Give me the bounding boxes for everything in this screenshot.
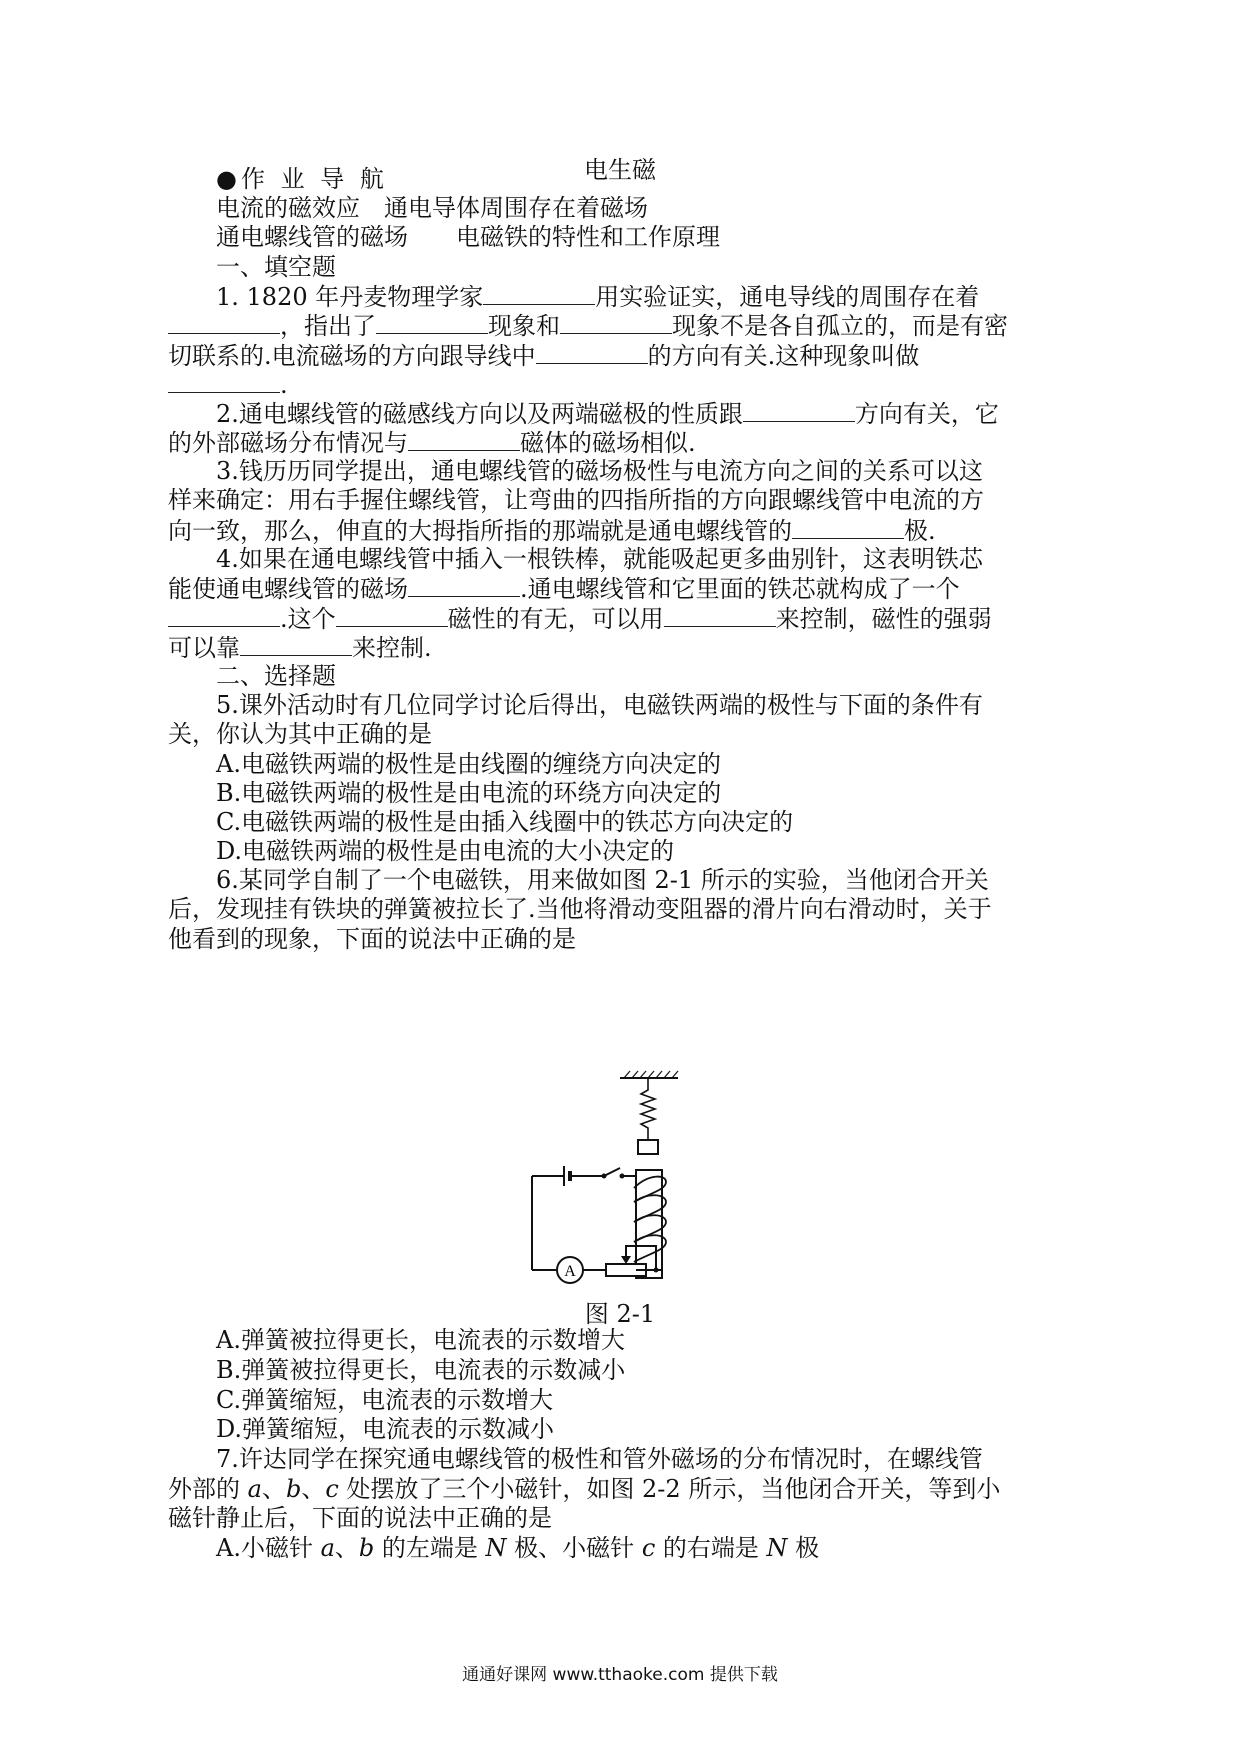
q4-line-4: 可以靠 来控制. [168, 631, 432, 664]
q1-line-1: 1. 1820 年丹麦物理学家 用实验证实，通电导线的周围存在着 [216, 280, 979, 313]
q4-line-3: .这个 磁性的有无，可以用 来控制，磁性的强弱 [168, 602, 992, 635]
q3-line-1: 3.钱历历同学提出，通电螺线管的磁场极性与电流方向之间的关系可以这 [216, 457, 983, 485]
q1-line-2: ，指出了 现象和 现象不是各自孤立的，而是有密 [168, 309, 1008, 342]
q6-option-b: B.弹簧被拉得更长，电流表的示数减小 [216, 1356, 626, 1384]
answer-blank [536, 339, 648, 364]
figure-caption: 图 2-1 [584, 1300, 656, 1328]
page-footer: 通通好课网 www.tthaoke.com 提供下载 [462, 1665, 778, 1685]
answer-blank [376, 309, 488, 334]
answer-blank [664, 602, 776, 627]
answer-blank [560, 309, 672, 334]
q1-line-4: . [168, 368, 288, 401]
answer-blank [240, 631, 352, 656]
answer-blank [336, 602, 448, 627]
ceiling-hatching [624, 1071, 678, 1078]
q5-option-c: C.电磁铁两端的极性是由插入线圈中的铁芯方向决定的 [216, 808, 794, 836]
spring [641, 1078, 655, 1140]
answer-blank [483, 280, 595, 305]
q7-line-2: 外部的 a、b、c 处摆放了三个小磁针，如图 2-2 所示，当他闭合开关，等到小 [168, 1475, 1001, 1503]
electromagnet-core [636, 1170, 662, 1278]
q4-line-2: 能使通电螺线管的磁场 .通电螺线管和它里面的铁芯就构成了一个 [168, 572, 960, 605]
document-title: 电生磁 [584, 156, 656, 184]
q7-line-1: 7.许达同学在探究通电螺线管的极性和管外磁场的分布情况时，在螺线管 [216, 1445, 983, 1473]
q5-line-2: 关，你认为其中正确的是 [168, 720, 432, 748]
q2-line-2: 的外部磁场分布情况与 磁体的磁场相似. [168, 426, 696, 459]
q6-option-a: A.弹簧被拉得更长，电流表的示数增大 [216, 1326, 625, 1354]
answer-blank [408, 572, 520, 597]
answer-blank [168, 602, 280, 627]
ammeter-label: A [564, 1263, 576, 1280]
q3-line-2: 样来确定：用右手握住螺线管，让弯曲的四指所指的方向跟螺线管中电流的方 [168, 486, 984, 514]
q7-line-3: 磁针静止后，下面的说法中正确的是 [168, 1504, 552, 1532]
section-fill-blank: 一、填空题 [216, 253, 336, 281]
iron-block [638, 1140, 658, 1154]
q1-line-3: 切联系的.电流磁场的方向跟导线中 的方向有关.这种现象叫做 [168, 339, 919, 372]
q5-line-1: 5.课外活动时有几位同学讨论后得出，电磁铁两端的极性与下面的条件有 [216, 691, 983, 719]
q2-line-1: 2.通电螺线管的磁感线方向以及两端磁极的性质跟 方向有关，它 [216, 397, 999, 430]
circuit-diagram-figure [528, 1070, 778, 1290]
answer-blank [168, 368, 280, 393]
q6-line-1: 6.某同学自制了一个电磁铁，用来做如图 2-1 所示的实验，当他闭合开关 [216, 866, 989, 894]
q6-line-3: 他看到的现象，下面的说法中正确的是 [168, 925, 576, 953]
answer-blank [743, 397, 855, 422]
q5-option-a: A.电磁铁两端的极性是由线圈的缠绕方向决定的 [216, 750, 721, 778]
answer-blank [792, 514, 904, 539]
q5-option-b: B.电磁铁两端的极性是由电流的环绕方向决定的 [216, 779, 722, 807]
q6-option-d: D.弹簧缩短，电流表的示数减小 [216, 1415, 555, 1443]
homework-guide-heading: ●作 业 导 航 [216, 165, 388, 193]
answer-blank [408, 426, 520, 451]
rheostat-slider-arrow [621, 1256, 631, 1264]
q7-option-a: A.小磁针 a、b 的左端是 N 极、小磁针 c 的右端是 N 极 [216, 1534, 820, 1562]
guide-line-1: 电流的磁效应 通电导体周围存在着磁场 [216, 194, 648, 222]
q6-option-c: C.弹簧缩短，电流表的示数增大 [216, 1386, 554, 1414]
q4-line-1: 4.如果在通电螺线管中插入一根铁棒，就能吸起更多曲别针，这表明铁芯 [216, 545, 983, 573]
section-multiple-choice: 二、选择题 [216, 662, 336, 690]
q5-option-d: D.电磁铁两端的极性是由电流的大小决定的 [216, 837, 675, 865]
q3-line-3: 向一致，那么，伸直的大拇指所指的那端就是通电螺线管的 极. [168, 514, 936, 547]
guide-line-2: 通电螺线管的磁场 电磁铁的特性和工作原理 [216, 223, 720, 251]
switch-blade [604, 1168, 620, 1176]
answer-blank [168, 309, 280, 334]
q6-line-2: 后，发现挂有铁块的弹簧被拉长了.当他将滑动变阻器的滑片向右滑动时，关于 [168, 895, 992, 923]
